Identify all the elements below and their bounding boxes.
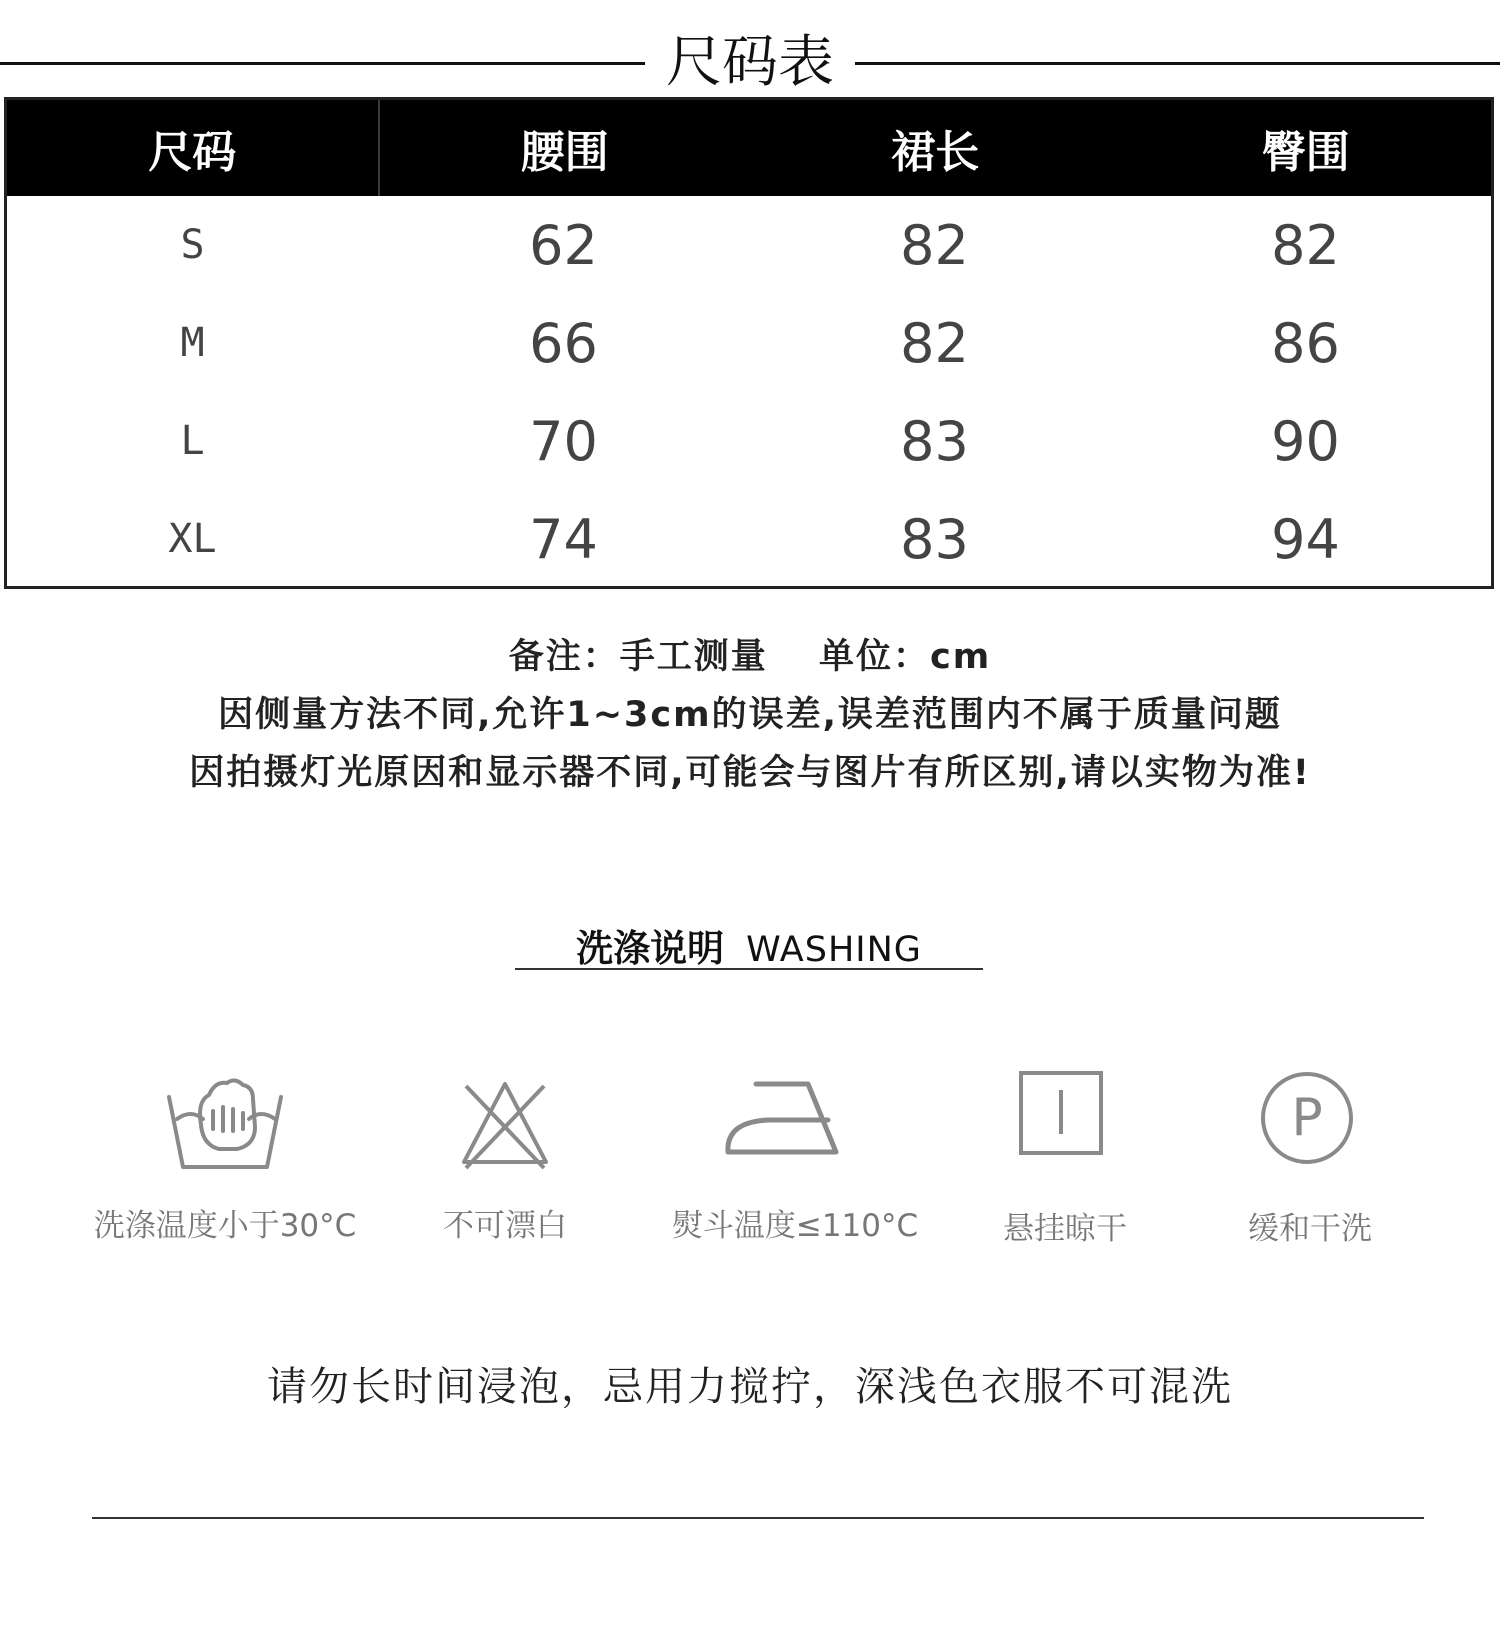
table-row	[7, 294, 1491, 392]
cell-waist: 74	[529, 507, 598, 571]
cell-hip: 94	[1271, 507, 1340, 571]
hand-wash-icon	[163, 1075, 287, 1171]
page-title: 尺码表	[666, 30, 834, 95]
bottom-divider	[92, 1517, 1424, 1519]
no-bleach-icon	[460, 1078, 550, 1170]
hang-dry-icon	[1018, 1070, 1104, 1156]
gentle-dry-clean-label: 缓和干洗	[1248, 1211, 1372, 1247]
cell-waist: 66	[529, 311, 598, 375]
title-rule-right	[855, 62, 1500, 65]
gentle-dry-clean-symbol: P	[1291, 1088, 1323, 1148]
cell-size: XL	[168, 516, 217, 562]
iron-label: 熨斗温度≤110°C	[671, 1208, 919, 1244]
note-line: 备注：手工测量 单位：cm	[508, 637, 992, 677]
size-table	[4, 97, 1494, 589]
cell-skirt-length: 82	[900, 213, 969, 277]
table-row	[7, 196, 1491, 294]
header-waist: 腰围	[520, 127, 609, 178]
no-bleach-label: 不可漂白	[443, 1208, 567, 1244]
hang-dry-label: 悬挂晾干	[1003, 1211, 1127, 1247]
washing-heading-cn: 洗涤说明	[576, 927, 725, 970]
header-size: 尺码	[7, 100, 380, 196]
title-row	[0, 28, 1500, 98]
table-row	[7, 392, 1491, 490]
title-rule-left	[0, 62, 645, 65]
cell-skirt-length: 83	[900, 409, 969, 473]
cell-skirt-length: 83	[900, 507, 969, 571]
washing-heading-en: WASHING	[746, 930, 922, 970]
cell-size: S	[180, 222, 205, 268]
cell-waist: 70	[529, 409, 598, 473]
header-skirt-length: 裙长	[891, 127, 980, 178]
care-advice: 请勿长时间浸泡，忌用力搅拧，深浅色衣服不可混洗	[267, 1364, 1233, 1410]
cell-size: L	[180, 418, 205, 464]
cell-hip: 90	[1271, 409, 1340, 473]
hand-wash-label: 洗涤温度小于30°C	[93, 1208, 357, 1244]
measurement-notes	[0, 628, 1500, 802]
note-line: 因侧量方法不同,允许1~3cm的误差,误差范围内不属于质量问题	[218, 695, 1282, 735]
note-line: 因拍摄灯光原因和显示器不同,可能会与图片有所区别,请以实物为准!	[189, 753, 1311, 793]
table-header-row	[7, 100, 1491, 196]
cell-waist: 62	[529, 213, 598, 277]
table-row	[7, 490, 1491, 588]
header-hip: 臀围	[1261, 127, 1350, 178]
cell-size: M	[180, 320, 205, 366]
cell-hip: 82	[1271, 213, 1340, 277]
cell-hip: 86	[1271, 311, 1340, 375]
gentle-dry-clean-icon	[1259, 1070, 1355, 1166]
table-body	[7, 196, 1491, 588]
iron-icon	[724, 1076, 840, 1158]
washing-heading	[515, 918, 983, 970]
cell-skirt-length: 82	[900, 311, 969, 375]
